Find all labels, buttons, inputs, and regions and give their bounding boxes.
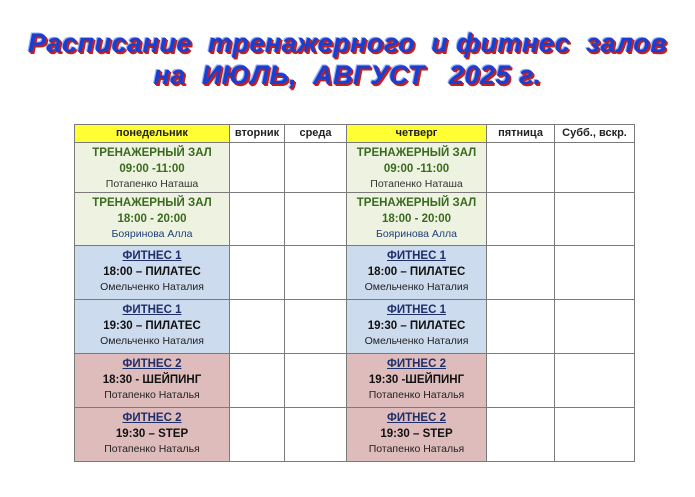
class-time: 18:00 - 20:00	[381, 213, 452, 225]
class-title: ФИТНЕС 2	[387, 358, 446, 370]
empty-cell	[230, 408, 285, 462]
monday-cell	[75, 143, 230, 193]
class-time: 19:30 – STEP	[115, 428, 189, 440]
class-trainer: Потапенко Наташа	[370, 178, 463, 190]
table-header-row	[75, 125, 635, 143]
monday-cell	[75, 300, 230, 354]
class-trainer: Потапенко Наталья	[104, 443, 200, 455]
class-time: 19:30 -ШЕЙПИНГ	[368, 374, 465, 386]
class-title: ФИТНЕС 2	[122, 358, 182, 370]
header-thursday: четверг	[347, 125, 487, 143]
empty-cell	[555, 246, 635, 300]
empty-cell	[230, 354, 285, 408]
table-row	[75, 246, 635, 300]
class-time: 19:30 – STEP	[380, 428, 453, 440]
header-monday: понедельник	[75, 125, 230, 143]
class-time: 18:00 – ПИЛАТЕС	[103, 266, 201, 278]
class-time: 09:00 -11:00	[119, 163, 185, 175]
table-row	[75, 143, 635, 193]
empty-cell	[230, 300, 285, 354]
thursday-cell	[347, 143, 487, 193]
empty-cell	[285, 246, 347, 300]
class-trainer: Потапенко Наталья	[368, 389, 465, 401]
class-trainer: Потапенко Наталья	[368, 443, 465, 455]
class-trainer: Потапенко Наталья	[104, 389, 200, 401]
thursday-cell	[347, 193, 487, 246]
header-friday: пятница	[487, 125, 555, 143]
class-title: ФИТНЕС 1	[122, 304, 182, 316]
class-trainer: Потапенко Наташа	[105, 178, 199, 190]
monday-cell	[75, 408, 230, 462]
thursday-cell	[347, 408, 487, 462]
empty-cell	[555, 408, 635, 462]
table-row	[75, 354, 635, 408]
empty-cell	[487, 408, 555, 462]
empty-cell	[230, 193, 285, 246]
class-title: ФИТНЕС 1	[387, 304, 446, 316]
empty-cell	[555, 193, 635, 246]
empty-cell	[487, 143, 555, 193]
class-title: ТРЕНАЖЕРНЫЙ ЗАЛ	[92, 197, 212, 209]
class-trainer: Омельченко Наталия	[100, 281, 204, 293]
thursday-cell	[347, 246, 487, 300]
empty-cell	[285, 354, 347, 408]
thursday-cell	[347, 300, 487, 354]
monday-cell	[75, 193, 230, 246]
class-title: ФИТНЕС 2	[122, 412, 182, 424]
thursday-cell	[347, 354, 487, 408]
empty-cell	[487, 193, 555, 246]
empty-cell	[555, 300, 635, 354]
table-row	[75, 408, 635, 462]
class-time: 18:30 - ШЕЙПИНГ	[102, 374, 202, 386]
header-weekend: Субб., вскр.	[555, 125, 635, 143]
class-trainer: Бояринова Алла	[111, 228, 193, 240]
empty-cell	[285, 408, 347, 462]
empty-cell	[285, 300, 347, 354]
class-title: ФИТНЕС 2	[387, 412, 446, 424]
schedule-table	[74, 124, 635, 462]
header-tuesday: вторник	[230, 125, 285, 143]
class-time: 18:00 - 20:00	[117, 213, 187, 225]
empty-cell	[555, 143, 635, 193]
empty-cell	[487, 354, 555, 408]
empty-cell	[285, 143, 347, 193]
class-time: 09:00 -11:00	[383, 163, 450, 175]
class-time: 18:00 – ПИЛАТЕС	[367, 266, 466, 278]
page-title: Расписание тренажерного и фитнес залов	[27, 28, 668, 58]
empty-cell	[230, 246, 285, 300]
class-title: ФИТНЕС 1	[387, 250, 446, 262]
class-trainer: Омельченко Наталия	[364, 281, 469, 293]
class-trainer: Бояринова Алла	[375, 228, 458, 240]
monday-cell	[75, 354, 230, 408]
empty-cell	[555, 354, 635, 408]
empty-cell	[285, 193, 347, 246]
empty-cell	[487, 300, 555, 354]
page-subtitle: на ИЮЛЬ, АВГУСТ 2025 г.	[153, 60, 542, 90]
class-title: ТРЕНАЖЕРНЫЙ ЗАЛ	[356, 197, 477, 209]
class-trainer: Омельченко Наталия	[364, 335, 469, 347]
class-trainer: Омельченко Наталия	[100, 335, 204, 347]
monday-cell	[75, 246, 230, 300]
table-row	[75, 300, 635, 354]
header-wednesday: среда	[285, 125, 347, 143]
table-row	[75, 193, 635, 246]
empty-cell	[230, 143, 285, 193]
class-title: ТРЕНАЖЕРНЫЙ ЗАЛ	[356, 147, 477, 159]
class-time: 19:30 – ПИЛАТЕС	[367, 320, 466, 332]
empty-cell	[487, 246, 555, 300]
class-title: ТРЕНАЖЕРНЫЙ ЗАЛ	[92, 147, 212, 159]
class-title: ФИТНЕС 1	[122, 250, 182, 262]
class-time: 19:30 – ПИЛАТЕС	[103, 320, 201, 332]
